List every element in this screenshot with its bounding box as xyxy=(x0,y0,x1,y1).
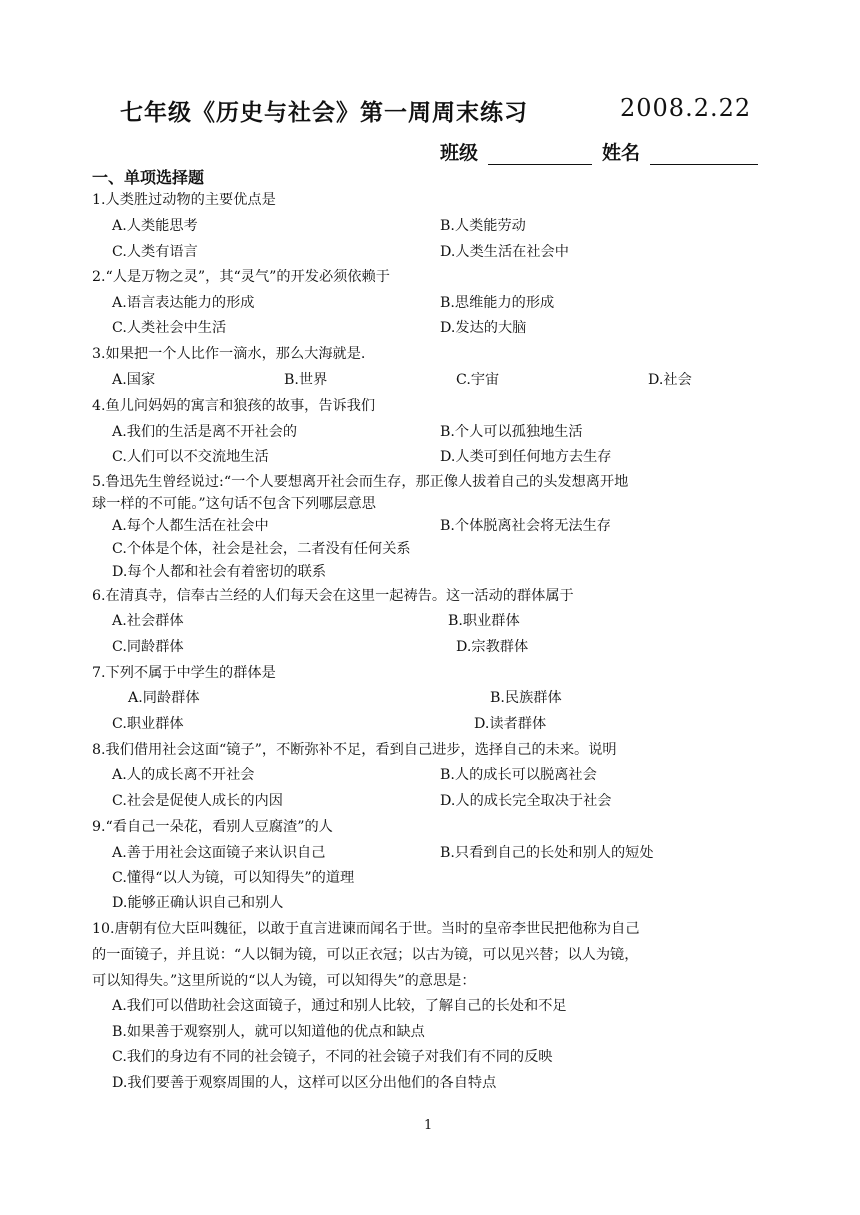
option: B.民族群体 xyxy=(490,690,562,706)
option: C.人们可以不交流地生活 xyxy=(112,449,269,465)
option: C.职业群体 xyxy=(112,716,184,732)
title-date: 2008.2.22 xyxy=(620,94,752,122)
option: C.同龄群体 xyxy=(112,639,184,655)
question-stem: 可以知得失。”这里所说的“以人为镜，可以知得失”的意思是： xyxy=(92,973,476,989)
option: A.人的成长离不开社会 xyxy=(112,767,255,783)
class-blank[interactable] xyxy=(488,146,592,165)
option: D.社会 xyxy=(648,372,692,388)
question-stem: 3.如果把一个人比作一滴水，那么大海就是. xyxy=(92,346,366,362)
option: B.只看到自己的长处和别人的短处 xyxy=(440,845,654,861)
question-stem: 10.唐朝有位大臣叫魏征，以敢于直言进谏而闻名于世。当时的皇帝李世民把他称为自己 xyxy=(92,921,640,937)
option: A.同龄群体 xyxy=(128,690,200,706)
class-label: 班级 xyxy=(440,142,479,164)
question-stem: 9.“看自己一朵花，看别人豆腐渣”的人 xyxy=(92,819,333,835)
name-blank[interactable] xyxy=(650,146,758,165)
option: C.宇宙 xyxy=(456,372,500,388)
question-stem: 的一面镜子，并且说：“人以铜为镜，可以正衣冠；以古为镜，可以见兴替；以人为镜， xyxy=(92,947,639,963)
option: B.人的成长可以脱离社会 xyxy=(440,767,597,783)
question-stem: 2.“人是万物之灵”，其“灵气”的开发必须依赖于 xyxy=(92,269,390,285)
option: B.职业群体 xyxy=(448,613,520,629)
option: D.我们要善于观察周围的人，这样可以区分出他们的各自特点 xyxy=(112,1075,497,1091)
option: B.如果善于观察别人，就可以知道他的优点和缺点 xyxy=(112,1024,425,1040)
option: B.个体脱离社会将无法生存 xyxy=(440,518,611,534)
option: D.读者群体 xyxy=(474,716,547,732)
option: C.人类有语言 xyxy=(112,244,198,260)
option: B.世界 xyxy=(284,372,328,388)
option: D.能够正确认识自己和别人 xyxy=(112,895,284,911)
option: A.我们可以借助社会这面镜子，通过和别人比较，了解自己的长处和不足 xyxy=(112,998,567,1014)
option: A.每个人都生活在社会中 xyxy=(112,518,269,534)
option: D.人类可到任何地方去生存 xyxy=(440,449,612,465)
option: A.国家 xyxy=(112,372,156,388)
page-title xyxy=(120,94,760,127)
question-stem: 6.在清真寺，信奉古兰经的人们每天会在这里一起祷告。这一活动的群体属于 xyxy=(92,588,574,604)
option: B.个人可以孤独地生活 xyxy=(440,424,583,440)
option: C.个体是个体，社会是社会，二者没有任何关系 xyxy=(112,541,411,557)
option: A.社会群体 xyxy=(112,613,184,629)
option: D.每个人都和社会有着密切的联系 xyxy=(112,564,327,580)
title-text: 七年级《历史与社会》第一周周末练习 xyxy=(120,99,528,126)
option: B.人类能劳动 xyxy=(440,218,526,234)
question-stem: 7.下列不属于中学生的群体是 xyxy=(92,665,276,681)
option: A.善于用社会这面镜子来认识自己 xyxy=(112,845,326,861)
class-name-line xyxy=(440,138,768,165)
option: A.语言表达能力的形成 xyxy=(112,295,255,311)
name-label: 姓名 xyxy=(602,142,641,164)
option: C.懂得“以人为镜，可以知得失”的道理 xyxy=(112,870,355,886)
option: C.我们的身边有不同的社会镜子，不同的社会镜子对我们有不同的反映 xyxy=(112,1049,553,1065)
option: A.我们的生活是离不开社会的 xyxy=(112,424,298,440)
page-number: 1 xyxy=(424,1118,433,1133)
question-stem: 球一样的不可能。”这句话不包含下列哪层意思 xyxy=(92,496,376,512)
question-stem: 8.我们借用社会这面“镜子”，不断弥补不足，看到自己进步，选择自己的未来。说明 xyxy=(92,742,617,758)
question-stem: 1.人类胜过动物的主要优点是 xyxy=(92,192,276,208)
question-stem: 4.鱼儿问妈妈的寓言和狼孩的故事，告诉我们 xyxy=(92,398,376,414)
option: D.发达的大脑 xyxy=(440,320,527,336)
option: D.人类生活在社会中 xyxy=(440,244,569,260)
option: C.人类社会中生活 xyxy=(112,320,227,336)
option: C.社会是促使人成长的内因 xyxy=(112,793,283,809)
option: D.人的成长完全取决于社会 xyxy=(440,793,612,809)
option: A.人类能思考 xyxy=(112,218,198,234)
option: B.思维能力的形成 xyxy=(440,295,555,311)
section-title: 一、单项选择题 xyxy=(92,168,205,187)
option: D.宗教群体 xyxy=(456,639,529,655)
question-stem: 5.鲁迅先生曾经说过:“一个人要想离开社会而生存，那正像人拔着自己的头发想离开地 xyxy=(92,474,629,490)
